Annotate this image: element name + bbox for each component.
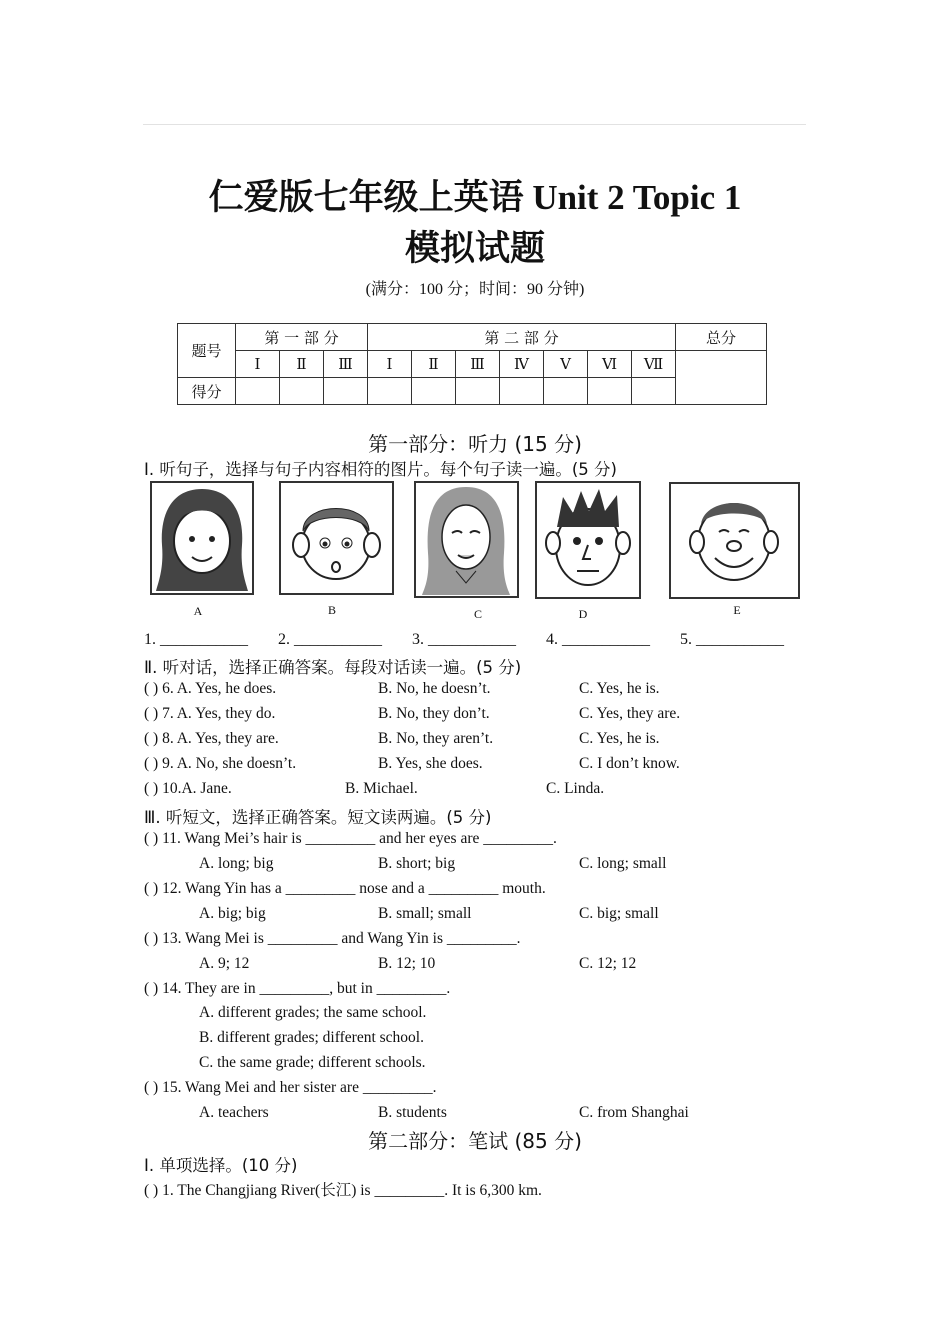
answer-blank-4[interactable]: 4. ___________ <box>546 631 650 648</box>
question-10-option-c: C. Linda. <box>546 780 605 797</box>
part2-col-2: Ⅱ <box>412 351 456 378</box>
question-14-option-a: A. different grades; the same school. <box>199 1004 427 1021</box>
question-8: ( ) 8. A. Yes, they are. <box>144 730 279 747</box>
question-8-option-b: B. No, they aren’t. <box>378 730 494 747</box>
part2-col-6: Ⅵ <box>588 351 632 378</box>
score-cell[interactable] <box>280 378 324 405</box>
part2-col-1: Ⅰ <box>368 351 412 378</box>
question-14-option-b: B. different grades; different school. <box>199 1029 424 1046</box>
question-11-option-b: B. short; big <box>378 855 456 872</box>
picture-b <box>279 481 394 595</box>
score-cell[interactable] <box>588 378 632 405</box>
question-15-option-a: A. teachers <box>199 1104 269 1121</box>
part1-col-1: Ⅰ <box>236 351 280 378</box>
question-7-option-b: B. No, they don’t. <box>378 705 490 722</box>
question-14-option-c: C. the same grade; different schools. <box>199 1054 426 1071</box>
question-14: ( ) 14. They are in _________, but in _________. <box>144 980 451 997</box>
question-7: ( ) 7. A. Yes, they do. <box>144 705 276 722</box>
part2-col-3: Ⅲ <box>456 351 500 378</box>
question-12-option-b: B. small; small <box>378 905 472 922</box>
question-12: ( ) 12. Wang Yin has a _________ nose and a _________ mouth. <box>144 880 546 897</box>
score-cell[interactable] <box>324 378 368 405</box>
answer-blank-5[interactable]: 5. ___________ <box>680 631 784 648</box>
score-cell[interactable] <box>456 378 500 405</box>
part1-title: 第一部分：听力 (15 分) <box>368 432 582 456</box>
score-cell[interactable] <box>632 378 676 405</box>
score-label-cell: 得分 <box>178 378 236 405</box>
part2-header-cell: 第 二 部 分 <box>368 324 676 351</box>
woman-face-icon <box>416 483 517 596</box>
man-face-icon <box>537 483 639 597</box>
section1-heading: Ⅰ. 听句子，选择与句子内容相符的图片。每个句子读一遍。(5 分) <box>144 460 617 479</box>
row-label-cell: 题号 <box>178 324 236 378</box>
page-title-line2: 模拟试题 <box>404 229 545 268</box>
question-11-option-c: C. long; small <box>579 855 667 872</box>
part1-header-cell: 第 一 部 分 <box>236 324 368 351</box>
part2-question-1: ( ) 1. The Changjiang River(长江) is _________. It is 6,300 km. <box>144 1182 542 1199</box>
score-table <box>177 323 767 405</box>
girl-face-icon <box>152 483 252 593</box>
part2-col-5: Ⅴ <box>544 351 588 378</box>
page-title: 仁爱版七年级上英语 Unit 2 Topic 1 <box>208 178 742 217</box>
question-9: ( ) 9. A. No, she doesn’t. <box>144 755 297 772</box>
question-10: ( ) 10.A. Jane. <box>144 780 232 797</box>
picture-e-label: E <box>733 603 741 617</box>
question-15-option-c: C. from Shanghai <box>579 1104 689 1121</box>
question-13-option-a: A. 9; 12 <box>199 955 250 972</box>
answer-blank-1[interactable]: 1. ___________ <box>144 631 248 648</box>
picture-e <box>669 482 800 599</box>
answer-blank-3[interactable]: 3. ___________ <box>412 631 516 648</box>
question-15-option-b: B. students <box>378 1104 447 1121</box>
picture-d <box>535 481 641 599</box>
question-8-option-c: C. Yes, he is. <box>579 730 660 747</box>
question-12-option-c: C. big; small <box>579 905 659 922</box>
question-13: ( ) 13. Wang Mei is _________ and Wang Yin is _________. <box>144 930 521 947</box>
question-9-option-c: C. I don’t know. <box>579 755 680 772</box>
question-6-option-b: B. No, he doesn’t. <box>378 680 491 697</box>
picture-a <box>150 481 254 595</box>
score-cell[interactable] <box>544 378 588 405</box>
question-6: ( ) 6. A. Yes, he does. <box>144 680 277 697</box>
part2-col-7: Ⅶ <box>632 351 676 378</box>
question-12-option-a: A. big; big <box>199 905 266 922</box>
picture-b-label: B <box>327 603 336 617</box>
part2-section1-heading: Ⅰ. 单项选择。(10 分) <box>144 1156 298 1175</box>
answer-blank-2[interactable]: 2. ___________ <box>278 631 382 648</box>
picture-d-label: D <box>578 607 588 621</box>
boy-face-icon <box>281 483 392 593</box>
exam-info: (满分：100 分；时间：90 分钟) <box>365 281 585 298</box>
question-11-option-a: A. long; big <box>199 855 274 872</box>
part2-title: 第二部分：笔试 (85 分) <box>368 1129 582 1153</box>
question-6-option-c: C. Yes, he is. <box>579 680 660 697</box>
picture-c-label: C <box>473 607 482 621</box>
question-7-option-c: C. Yes, they are. <box>579 705 681 722</box>
score-cell[interactable] <box>412 378 456 405</box>
question-11: ( ) 11. Wang Mei’s hair is _________ and her eyes are _________. <box>144 830 557 847</box>
section3-heading: Ⅲ. 听短文，选择正确答案。短文读两遍。(5 分) <box>144 808 492 827</box>
header-rule <box>143 124 806 125</box>
question-15: ( ) 15. Wang Mei and her sister are _________. <box>144 1079 437 1096</box>
question-9-option-b: B. Yes, she does. <box>378 755 483 772</box>
question-10-option-b: B. Michael. <box>345 780 418 797</box>
score-cell[interactable] <box>236 378 280 405</box>
total-score-cell[interactable] <box>676 351 767 405</box>
score-cell[interactable] <box>500 378 544 405</box>
question-13-option-b: B. 12; 10 <box>378 955 436 972</box>
part1-col-2: Ⅱ <box>280 351 324 378</box>
score-cell[interactable] <box>368 378 412 405</box>
part2-col-4: Ⅳ <box>500 351 544 378</box>
picture-a-label: A <box>193 604 203 618</box>
question-13-option-c: C. 12; 12 <box>579 955 637 972</box>
part1-col-3: Ⅲ <box>324 351 368 378</box>
picture-c <box>414 481 519 598</box>
smiling-man-face-icon <box>671 484 798 597</box>
section2-heading: Ⅱ. 听对话，选择正确答案。每段对话读一遍。(5 分) <box>144 658 522 677</box>
total-header-cell: 总分 <box>676 324 767 351</box>
